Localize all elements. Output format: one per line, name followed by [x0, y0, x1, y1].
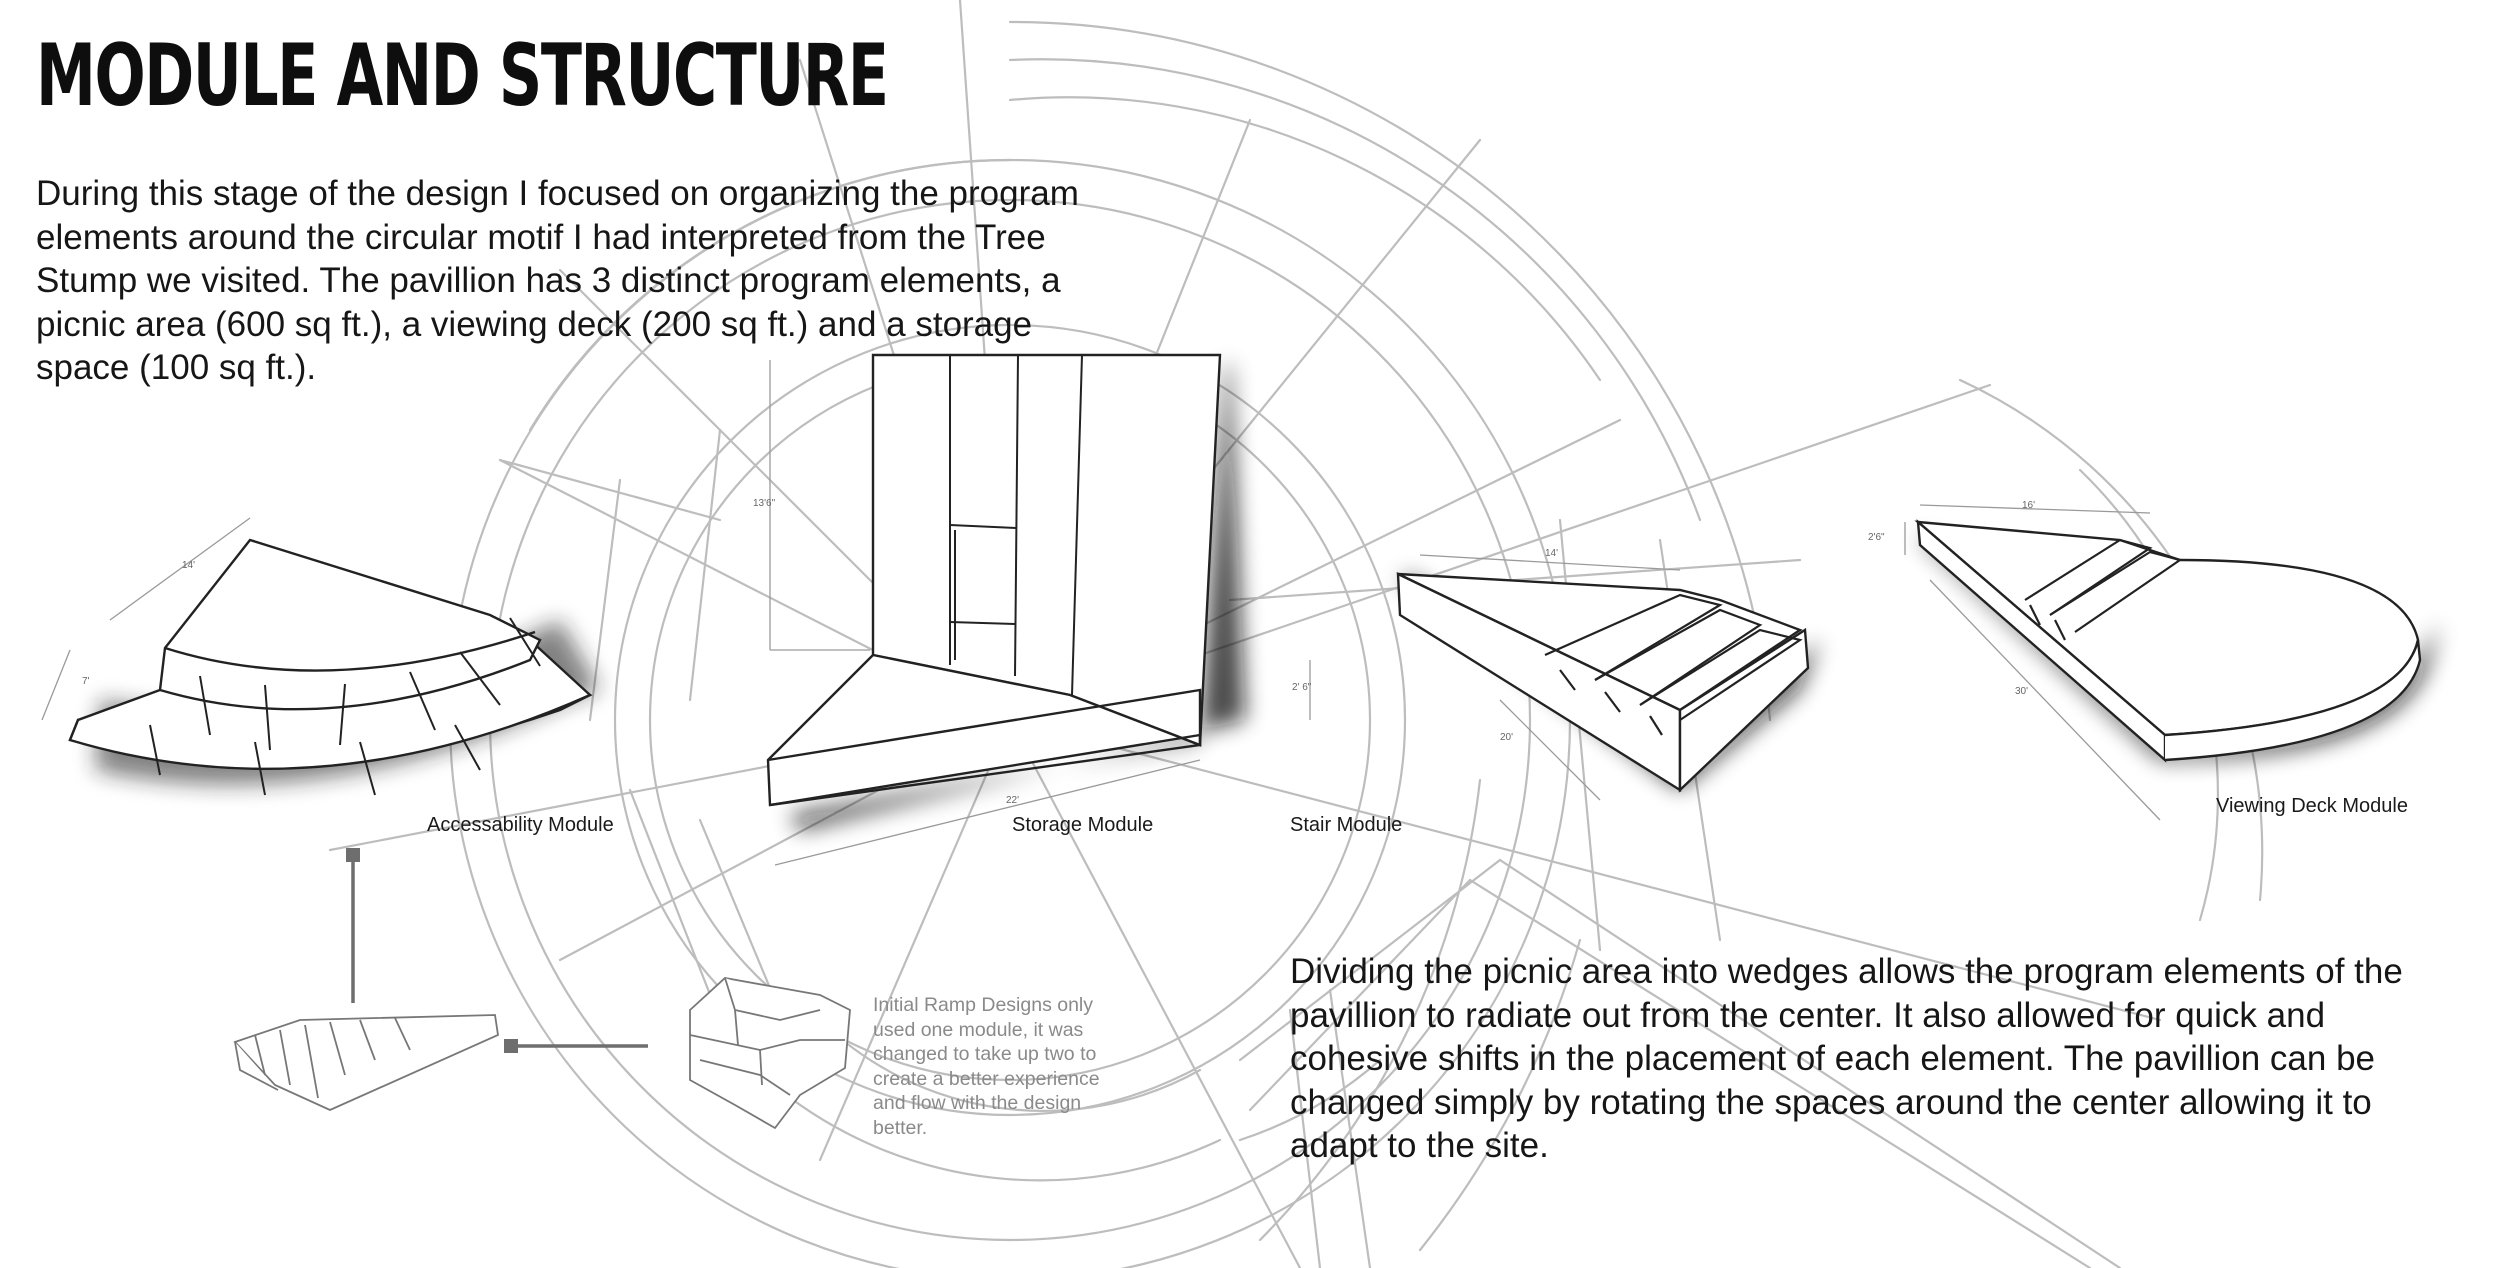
accessibility-side-dimension: 7': [82, 676, 90, 687]
ramp-design-note: Initial Ramp Designs only used one module, it was changed to take up two to create a better experience and flow with the design better.: [873, 994, 1100, 1139]
deck-top-dimension: 16': [2022, 500, 2036, 511]
stair-module-label: Stair Module: [1290, 814, 1403, 836]
deck-length-dimension: 30': [2015, 686, 2029, 697]
connector-node: [504, 1039, 518, 1053]
page-title: MODULE AND STRUCTURE: [36, 26, 888, 126]
deck-height-dimension: 2'6": [1868, 532, 1885, 543]
initial-ramp-sketch-large: [690, 978, 850, 1128]
viewing-deck-module-drawing: [1905, 505, 2440, 820]
storage-module-label: Storage Module: [1012, 814, 1154, 836]
storage-height-dimension: 13'6": [753, 498, 776, 509]
stair-top-dimension: 14': [1545, 548, 1559, 559]
initial-ramp-sketch-small: [235, 1015, 498, 1110]
accessibility-top-dimension: 14': [182, 560, 196, 571]
sketch-ray: [630, 790, 720, 1020]
storage-width-dimension: 22': [1006, 795, 1020, 806]
connector-node: [346, 848, 360, 862]
intro-paragraph: During this stage of the design I focused on organizing the program elements around the circular motif I had interpreted from the Tree Stump we visited. The pavillion has 3 distinct program elements, a picnic area (600 sq ft.), a viewing deck (200 sq ft.) and a storage space (100 sq ft.).: [36, 174, 1079, 387]
accessibility-module-label: Accessability Module: [427, 814, 614, 836]
storage-module-drawing: [768, 355, 1245, 865]
closing-paragraph: Dividing the picnic area into wedges allows the program elements of the pavillion to radiate out from the center. It also allowed for quick and cohesive shifts in the placement of each element. The pavillion can be changed simply by rotating the spaces around the center allowing it to adapt to the site.: [1290, 952, 2403, 1165]
viewing-deck-module-label: Viewing Deck Module: [2216, 795, 2408, 817]
stair-length-dimension: 20': [1500, 732, 1514, 743]
stair-height-dimension: 2' 6": [1292, 682, 1312, 693]
